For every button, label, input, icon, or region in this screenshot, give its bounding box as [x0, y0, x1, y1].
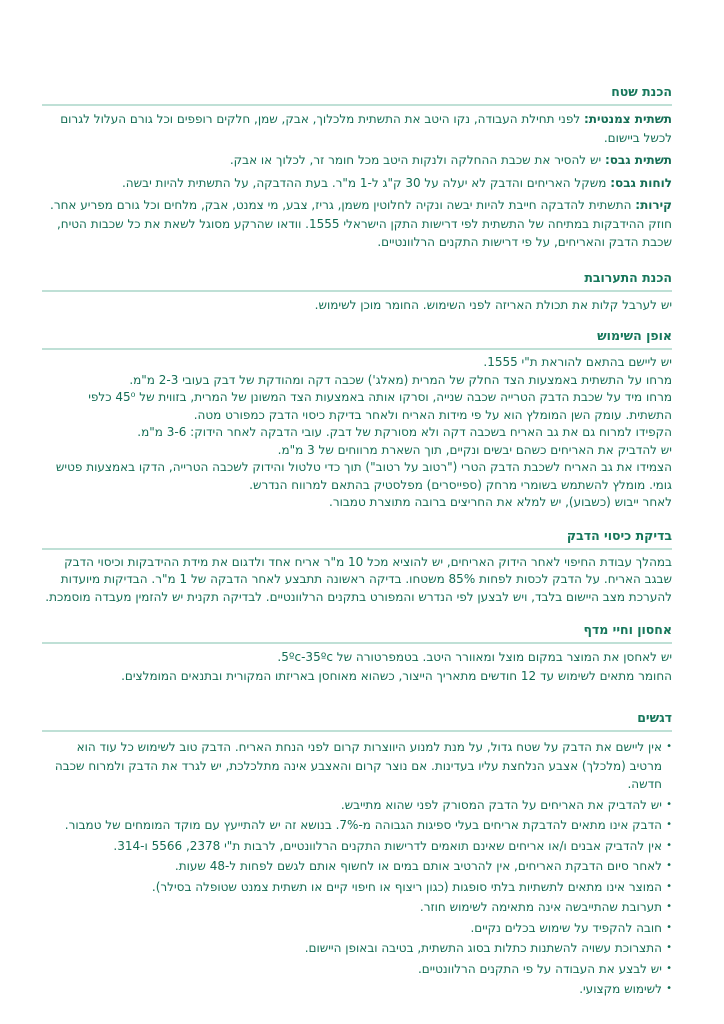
usage-line: הצמידו את גב האריח לשכבת הדבק הטרי ("רטוב על רטוב") תוך כדי טלטול והידוק לשכבה הטרייה, הדקו באמצעות פטיש גומי. מומלץ להשתמש בשומרי מרחק (ספייסרים) מפלסטיק בהתאם למרווח הנדרש. — [55, 460, 672, 492]
bullet-icon: • — [666, 962, 672, 974]
list-item — [42, 960, 672, 979]
note-text: תערובת שהתייבשה אינה מתאימה לשימוש חוזר. — [419, 900, 662, 914]
note-text: המוצר אינו מתאים לתשתיות בלתי סופגות (כגון ריצוף או חיפוי קיים או תשתית צמנט שטופלה בסילר). — [151, 879, 662, 894]
storage-line: החומר מתאים לשימוש עד 12 חודשים מתאריך הייצור, כשהוא מאוחסן באריזתו המקורית ובתנאים המומלצים. — [121, 669, 672, 683]
usage-lines — [42, 354, 672, 512]
section-surface-prep — [42, 80, 672, 252]
storage-lines — [42, 648, 672, 686]
paragraph-walls — [42, 196, 672, 252]
bullet-icon: • — [666, 839, 672, 851]
storage-line: יש לאחסן את המוצר במקום מוצל ומאוורר היטב. בטמפרטורה של 5ºc-35ºc. — [277, 650, 672, 664]
usage-line: הקפידו למרוח גם את גב האריח בשכבה דקה ולא מסורקת של דבק. עובי הדבקה לאחר הידוק: 3-6 מ"מ. — [137, 425, 672, 439]
section-usage — [42, 324, 672, 512]
note-text: לשימוש מקצועי. — [579, 982, 662, 996]
section-mix-prep — [42, 266, 672, 315]
section-heading: הכנת שטח — [42, 80, 672, 106]
text: התשתית להדבקה חייבת להיות יבשה ונקיה לחלוטין משמן, גריז, צבע, מי צמנט, אבק, מלחים וכל גורם מפריע אחר. חוזק ההידבקות במתיחה של התשתית לפי דרישות התקן הישראלי 1555. וודאו שהרקע מסוגל לשאת את כל שכבות הטיח, שכבת הדבק והאריחים, על פי דרישות התקנים הרלוונטיים. — [50, 198, 672, 249]
note-text: יש לבצע את העבודה על פי התקנים הרלוונטיים. — [417, 961, 662, 976]
section-heading: אופן השימוש — [42, 324, 672, 350]
list-item — [42, 878, 672, 897]
label: תשתית צמנטית: — [583, 112, 672, 126]
section-heading: דגשים — [42, 706, 672, 732]
bullet-icon: • — [666, 921, 672, 933]
bullet-icon: • — [666, 798, 672, 810]
bullet-icon: • — [666, 880, 672, 892]
list-item — [42, 898, 672, 917]
paragraph-mix: יש לערבל קלות את תכולת האריזה לפני השימוש. החומר מוכן לשימוש. — [314, 297, 672, 312]
usage-line: יש להדביק את האריחים כשהם יבשים ונקיים, תוך השארת מרווחים של 3 מ"מ. — [277, 442, 672, 457]
paragraph-gypsum-boards — [42, 174, 672, 193]
note-text: יש להדביק את האריחים על הדבק המסורק לפני שהוא מתייבש. — [340, 797, 662, 812]
note-text: הדבק אינו מתאים להדבקת אריחים בעלי ספיגות הגבוהה מ-7%. בנושא זה יש להתייעץ עם מוקד המומחים של טמבור. — [64, 818, 662, 832]
usage-line: יש ליישם בהתאם להוראת ת"י 1555. — [483, 355, 672, 369]
usage-line: מרחו מיד על שכבת הדבק הטרייה שכבה שנייה, וסרקו אותה באמצעות הצד המשונן של המרית, בזווית של 45⁰ כלפי התשתית. עומק השן המומלץ הוא על פי מידות האריח ולאחר בדיקת כיסוי הדבק כמפורט מטה. — [88, 390, 672, 422]
paragraph-cement-substrate — [42, 110, 672, 147]
section-coverage-check — [42, 524, 672, 607]
note-text: אין להדביק אבנים ו/או אריחים שאינם תואמים לדרישות התקנים הרלוונטיים, לרבות ת"י 2378, 5566 ו-314. — [113, 838, 662, 853]
section-notes — [42, 706, 672, 999]
list-item — [42, 816, 672, 835]
list-item — [42, 738, 672, 794]
bullet-icon: • — [666, 942, 672, 953]
note-text: התצרוכת עשויה להשתנות כתלות בסוג התשתית, בטיבה ובאופן היישום. — [304, 941, 662, 955]
label: קירות: — [635, 198, 672, 212]
document-page — [42, 80, 672, 1001]
bullet-icon: • — [666, 901, 672, 912]
section-heading: בדיקת כיסוי הדבק — [42, 524, 672, 550]
text: משקל האריחים והדבק לא יעלה על 30 ק"ג ל-1 מ"ר. בעת ההדבקה, על התשתית להיות יבשה. — [121, 175, 611, 190]
note-text: אין ליישם את הדבק על שטח גדול, על מנת למנוע היווצרות קרום לפני הנחת האריח. הדבק טוב לשימוש כל עוד הוא מרטיב (מלכלך) אצבע הנלחצת עליו בעדינות. אם נוצר קרום והאצבע אינה מתלכלכת, יש לגרד את הדבק ולמרוח שכבה חדשה. — [54, 740, 662, 791]
usage-line: לאחר ייבוש (כשבוע), יש למלא את החריצים ברובה מתוצרת טמבור. — [329, 495, 672, 509]
list-item — [42, 980, 672, 999]
bullet-icon: • — [666, 860, 672, 871]
list-item — [42, 857, 672, 876]
note-text: חובה להקפיד על שימוש בכלים נקיים. — [470, 920, 662, 935]
bullet-icon: • — [666, 741, 672, 752]
bullet-icon: • — [666, 983, 672, 994]
label: תשתית גבס: — [604, 153, 672, 167]
section-heading: הכנת התערובת — [42, 266, 672, 292]
usage-line: מרחו על התשתית באמצעות הצד החלק של המרית (מאלג') שכבה דקה ומהודקת של דבק בעובי 2-3 מ"מ. — [129, 372, 672, 387]
section-heading: אחסון וחיי מדף — [42, 618, 672, 644]
note-text: לאחר סיום הדבקת האריחים, אין להרטיב אותם במים או לחשוף אותם לגשם לפחות ל-48 שעות. — [174, 859, 662, 873]
paragraph-coverage: במהלך עבודת החיפוי לאחר הידוק האריחים, יש להוציא מכל 10 מ"ר אריח אחד ולדגום את מידת ההידבקות וכיסוי הדבק שבגב האריח. על הדבק לכסות לפחות 85% משטחו. בדיקה ראשונה תתבצע לאחר הדבקה של 1 מ"ר. הבדיקות מיועדות להערכת מצב היישום בלבד, ויש לבצען לפי הנדרש והמפורט בתקנים הרלוונטיים. לבדיקה תקנית יש להזמין מעבדה מוסמכת. — [45, 554, 672, 604]
paragraph-gypsum-substrate — [42, 151, 672, 170]
list-item — [42, 837, 672, 856]
section-storage — [42, 618, 672, 686]
list-item — [42, 919, 672, 938]
notes-list — [42, 738, 672, 999]
text: לפני תחילת העבודה, נקו היטב את התשתית מלכלוך, אבק, שמן, חלקים רופפים וכל גורם העלול לגרום לכשל ביישום. — [60, 112, 672, 145]
bullet-icon: • — [666, 819, 672, 830]
list-item — [42, 939, 672, 958]
label: לוחות גבס: — [610, 175, 672, 190]
list-item — [42, 796, 672, 815]
text: יש להסיר את שכבת ההחלקה ולנקות היטב מכל חומר זר, לכלוך או אבק. — [229, 153, 605, 167]
